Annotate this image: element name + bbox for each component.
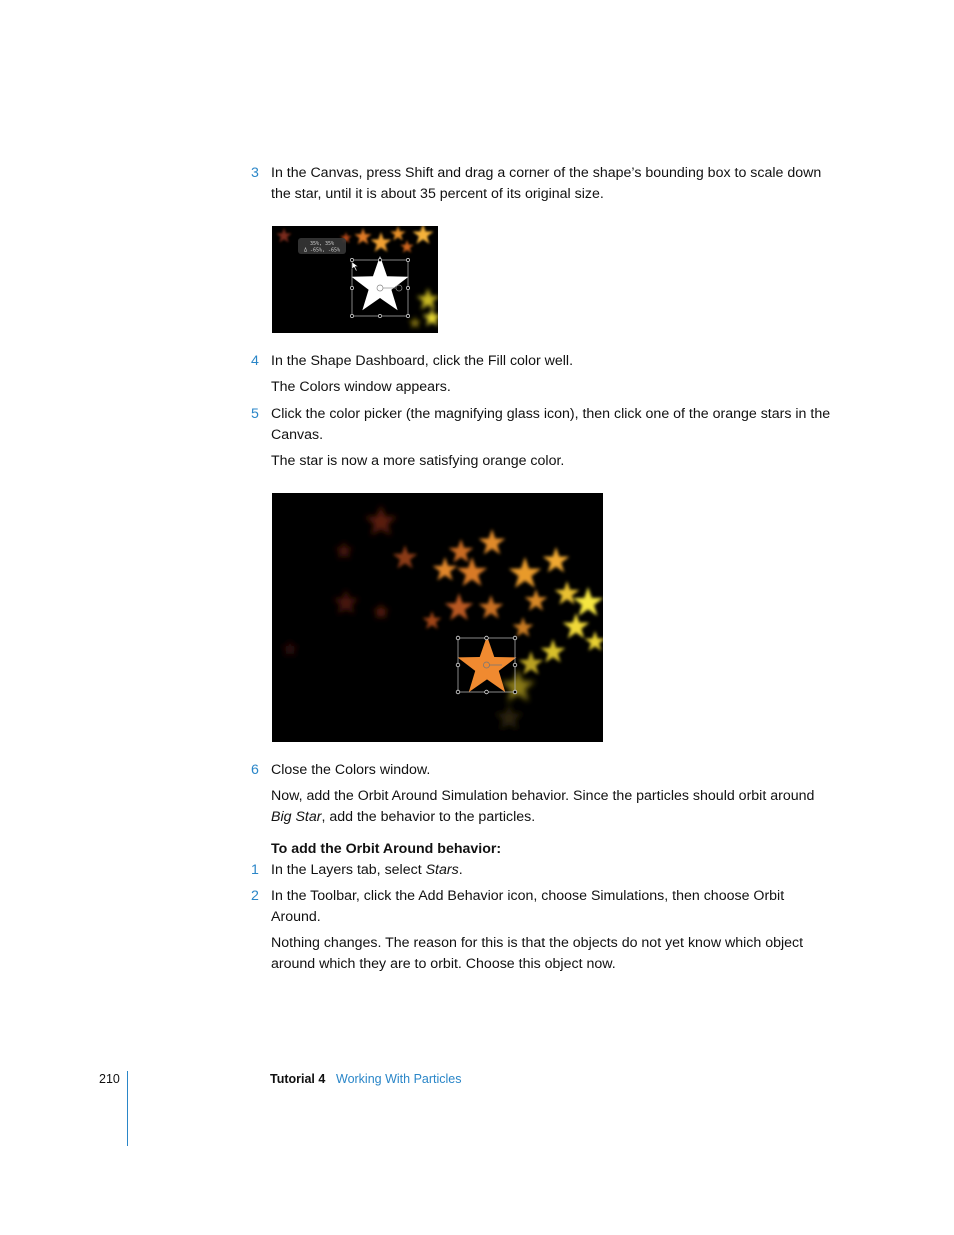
orange-star-illustration <box>272 493 603 742</box>
step-4 <box>251 351 831 372</box>
hud-scale: 35%, 35% <box>309 241 335 247</box>
step-6-paragraph <box>271 786 831 827</box>
layer-name: Stars <box>425 862 459 878</box>
step-text-part: . <box>458 862 463 878</box>
step-number: 4 <box>251 353 259 369</box>
chapter-title: Working With Particles <box>336 1072 462 1086</box>
task-step-2-result: Nothing changes. The reason for this is that the objects do not yet know which object around which they are to orbit. Choose this object now. <box>271 935 804 972</box>
white-star <box>351 256 408 310</box>
step-text: In the Toolbar, click the Add Behavior icon, choose Simulations, then choose Orbit Around. <box>271 888 785 925</box>
task-heading: To add the Orbit Around behavior: <box>271 841 502 857</box>
paragraph-text: , add the behavior to the particles. <box>321 808 536 825</box>
task-step-1 <box>251 860 831 881</box>
step-text: In the Shape Dashboard, click the Fill color well. <box>271 353 574 369</box>
step-number: 2 <box>251 888 259 904</box>
step-4-result: The Colors window appears. <box>271 379 451 395</box>
hud-delta: Δ -65%, -65% <box>303 247 341 254</box>
step-number: 1 <box>251 862 259 878</box>
scaled-star-illustration <box>272 226 438 333</box>
step-number: 6 <box>251 762 259 778</box>
pointer-cursor-icon <box>352 262 358 271</box>
canvas-screenshot-orange-star <box>272 493 603 742</box>
step-text <box>271 860 831 881</box>
page-number: 210 <box>99 1072 120 1086</box>
chapter-label: Tutorial 4 <box>270 1072 326 1086</box>
step-5 <box>251 404 831 445</box>
paragraph-text: Now, add the Orbit Around Simulation behavior. Since the particles should orbit around <box>271 788 815 804</box>
step-text: Click the color picker (the magnifying glass icon), then click one of the orange stars in the Canvas. <box>271 406 831 443</box>
layer-name: Big Star <box>271 808 322 825</box>
step-5-result: The star is now a more satisfying orange color. <box>271 453 565 469</box>
step-text: In the Canvas, press Shift and drag a corner of the shape’s bounding box to scale down the star, until it is about 35 percent of its original size. <box>271 165 822 202</box>
step-3 <box>251 163 831 204</box>
step-6 <box>251 760 831 781</box>
step-number: 3 <box>251 165 259 181</box>
footer-divider <box>127 1071 128 1146</box>
step-text-part: In the Layers tab, select <box>271 862 426 878</box>
task-step-2 <box>251 886 831 927</box>
step-text: Close the Colors window. <box>271 762 431 778</box>
canvas-screenshot-scaling <box>272 226 438 333</box>
step-number: 5 <box>251 406 259 422</box>
